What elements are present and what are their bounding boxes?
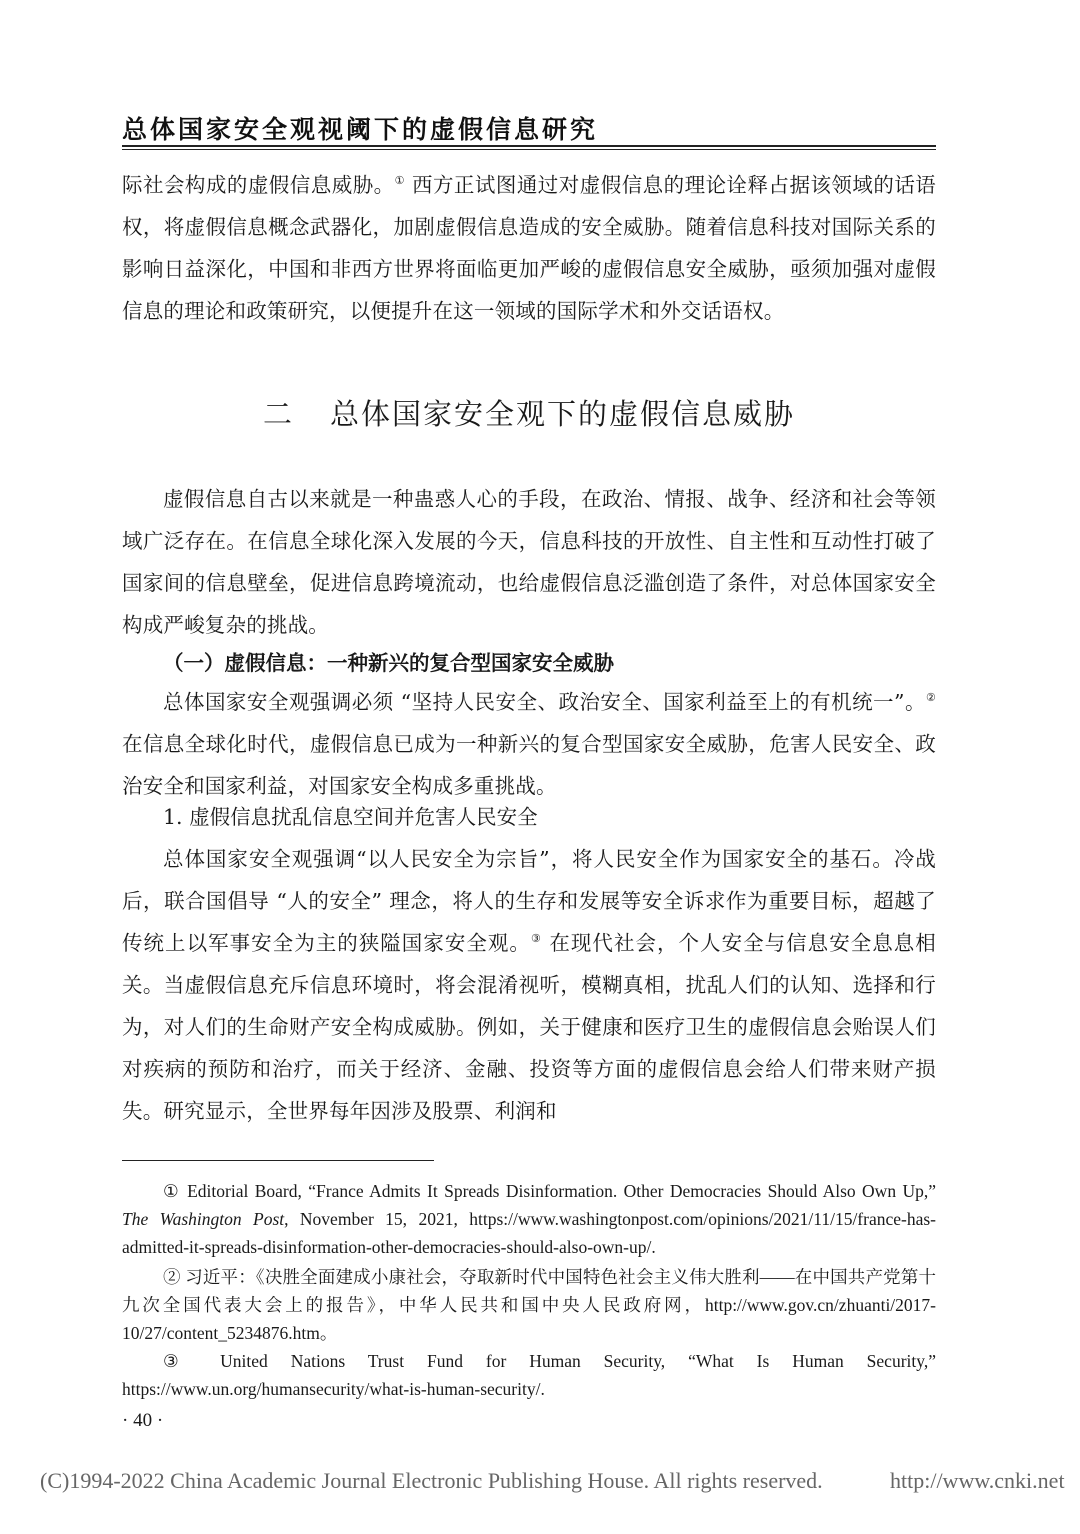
running-head: 总体国家安全观视阈下的虚假信息研究 bbox=[122, 115, 599, 144]
item-heading: 1. 虚假信息扰乱信息空间并危害人民安全 bbox=[163, 805, 538, 829]
copyright-line bbox=[40, 1468, 1080, 1494]
footnote-2: ② 习近平：《决胜全面建成小康社会，夺取新时代中国特色社会主义伟大胜利——在中国共产党第十九次全国代表大会上的报告》，中华人民共和国中央人民政府网，http://www.gov.cn/zhuanti/2017-10/27/content_5234876.htm。 bbox=[122, 1267, 936, 1343]
section-number: 二 bbox=[262, 397, 294, 431]
subsection-paragraph: 总体国家安全观强调必须 “坚持人民安全、政治安全、国家利益至上的有机统一”。② 在信息全球化时代，虚假信息已成为一种新兴的复合型国家安全威胁，危害人民安全、政治安全和国家利益，对国家安全构成多重挑战。 bbox=[122, 690, 936, 798]
subsection-heading: （一）虚假信息：一种新兴的复合型国家安全威胁 bbox=[163, 651, 614, 675]
page-number: · 40 · bbox=[122, 1410, 164, 1431]
header-rule bbox=[122, 145, 936, 147]
cnki-link[interactable]: http://www.cnki.net bbox=[890, 1468, 1065, 1493]
footnote-ref-3[interactable]: ③ bbox=[530, 932, 542, 945]
continuation-paragraph: 际社会构成的虚假信息威胁。① 西方正试图通过对虚假信息的理论诠释占据该领域的话语权，将虚假信息概念武器化，加剧虚假信息造成的安全威胁。随着信息科技对国际关系的影响日益深化，中国和非西方世界将面临更加严峻的虚假信息安全威胁，亟须加强对虚假信息的理论和政策研究，以便提升在这一领域的国际学术和外交话语权。 bbox=[122, 173, 937, 323]
section-title: 总体国家安全观下的虚假信息威胁 bbox=[330, 397, 796, 431]
item-paragraph: 总体国家安全观强调“以人民安全为宗旨”，将人民安全作为国家安全的基石。冷战后，联合国倡导 “人的安全” 理念，将人的生存和发展等安全诉求作为重要目标，超越了传统上以军事安全为主的狭隘国家安全观。③ 在现代社会，个人安全与信息安全息息相关。当虚假信息充斥信息环境时，将会混淆视听，模糊真相，扰乱人们的认知、选择和行为，对人们的生命财产安全构成威胁。例如，关于健康和医疗卫生的虚假信息会贻误人们对疾病的预防和治疗，而关于经济、金融、投资等方面的虚假信息会给人们带来财产损失。研究显示，全世界每年因涉及股票、利润和 bbox=[122, 847, 936, 1123]
footnote-1-publication: The Washington Post bbox=[122, 1209, 285, 1229]
intro-paragraph: 虚假信息自古以来就是一种蛊惑人心的手段，在政治、情报、战争、经济和社会等领域广泛存在。在信息全球化深入发展的今天，信息科技的开放性、自主性和互动性打破了国家间的信息壁垒，促进信息跨境流动，也给虚假信息泛滥创造了条件，对总体国家安全构成严峻复杂的挑战。 bbox=[122, 487, 936, 637]
footnote-ref-1[interactable]: ① bbox=[394, 174, 405, 187]
header-rule-thin bbox=[122, 149, 936, 150]
footnote-1: ① Editorial Board, “France Admits It Spreads Disinformation. Other Democracies Should Also Own Up,” The Washington Post, November 15, 2021, https://www.washingtonpost.com/opinions/2021/11/15/france-has-admitted-it-spreads-disinformation-other-democracies-should-also-own-up/. bbox=[122, 1181, 936, 1257]
footnote-rule bbox=[122, 1160, 434, 1161]
footnote-ref-2[interactable]: ② bbox=[925, 691, 936, 704]
copyright-text: (C)1994-2022 China Academic Journal Electronic Publishing House. All rights reserved. bbox=[40, 1468, 823, 1493]
section-heading bbox=[122, 392, 936, 433]
footnote-3: ③ United Nations Trust Fund for Human Security, “What Is Human Security,” https://www.un.org/humansecurity/what-is-human-security/. bbox=[122, 1351, 936, 1399]
